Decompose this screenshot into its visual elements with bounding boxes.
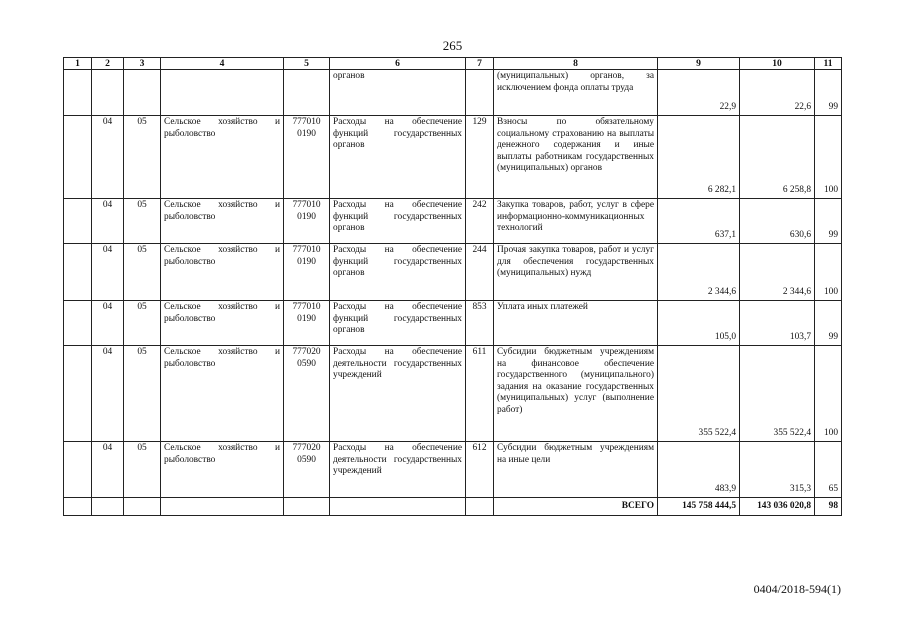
cell-section xyxy=(92,70,124,116)
cell-expense-type xyxy=(466,70,494,116)
cell xyxy=(466,498,494,516)
column-header: 11 xyxy=(815,58,842,70)
cell-subsection: 05 xyxy=(124,301,161,346)
cell-section: 04 xyxy=(92,116,124,199)
cell-section-name: Сельское хозяйство и рыболовство xyxy=(161,442,284,498)
cell-target-name: Расходы на обеспечение деятельности государственных учреждений xyxy=(330,442,466,498)
header-row xyxy=(64,58,842,70)
cell-actual: 315,3 xyxy=(740,442,815,498)
cell-section-name: Сельское хозяйство и рыболовство xyxy=(161,244,284,301)
cell-actual: 2 344,6 xyxy=(740,244,815,301)
cell xyxy=(161,498,284,516)
cell-section: 04 xyxy=(92,301,124,346)
table-row xyxy=(64,442,842,498)
cell-target-code: 777010 0190 xyxy=(284,116,330,199)
column-header: 3 xyxy=(124,58,161,70)
cell-expense-name: Субсидии бюджетным учреждениям на финансовое обеспечение государственного (муниципального) задания на оказание государственных (муниципальных) услуг (выполнение работ) xyxy=(494,346,658,442)
cell-expense-name: Субсидии бюджетным учреждениям на иные цели xyxy=(494,442,658,498)
cell-subsection: 05 xyxy=(124,442,161,498)
total-percent: 98 xyxy=(815,498,842,516)
cell-plan: 637,1 xyxy=(658,199,740,244)
cell-actual: 355 522,4 xyxy=(740,346,815,442)
cell-percent: 99 xyxy=(815,301,842,346)
table-row xyxy=(64,346,842,442)
cell-expense-name: Уплата иных платежей xyxy=(494,301,658,346)
cell-section: 04 xyxy=(92,244,124,301)
column-header: 10 xyxy=(740,58,815,70)
page-number: 265 xyxy=(442,38,463,53)
cell-target-name: Расходы на обеспечение функций государственных органов xyxy=(330,116,466,199)
cell-plan: 105,0 xyxy=(658,301,740,346)
cell-target-name: Расходы на обеспечение функций государственных органов xyxy=(330,301,466,346)
cell-plan: 22,9 xyxy=(658,70,740,116)
cell xyxy=(64,116,92,199)
cell-plan: 2 344,6 xyxy=(658,244,740,301)
cell-expense-type: 242 xyxy=(466,199,494,244)
cell-section: 04 xyxy=(92,199,124,244)
cell xyxy=(64,498,92,516)
cell-target-code: 777010 0190 xyxy=(284,199,330,244)
table-row xyxy=(64,116,842,199)
cell-target-name: Расходы на обеспечение деятельности государственных учреждений xyxy=(330,346,466,442)
table-row xyxy=(64,70,842,116)
cell-subsection: 05 xyxy=(124,346,161,442)
cell-actual: 6 258,8 xyxy=(740,116,815,199)
cell xyxy=(124,498,161,516)
cell-section-name: Сельское хозяйство и рыболовство xyxy=(161,199,284,244)
cell-expense-type: 612 xyxy=(466,442,494,498)
cell-section: 04 xyxy=(92,442,124,498)
total-actual: 143 036 020,8 xyxy=(740,498,815,516)
table-row xyxy=(64,301,842,346)
cell-expense-name: Взносы по обязательному социальному страхованию на выплаты денежного содержания и иные выплаты работникам государственных (муниципальных) органов xyxy=(494,116,658,199)
cell-expense-type: 853 xyxy=(466,301,494,346)
table-row xyxy=(64,244,842,301)
cell-expense-type: 244 xyxy=(466,244,494,301)
cell xyxy=(92,498,124,516)
cell xyxy=(330,498,466,516)
cell-subsection: 05 xyxy=(124,244,161,301)
total-plan: 145 758 444,5 xyxy=(658,498,740,516)
cell-expense-name: Прочая закупка товаров, работ и услуг для обеспечения государственных (муниципальных) нужд xyxy=(494,244,658,301)
cell-target-code: 777020 0590 xyxy=(284,442,330,498)
document-id: 0404/2018-594(1) xyxy=(753,582,841,596)
cell-expense-type: 129 xyxy=(466,116,494,199)
cell-actual: 630,6 xyxy=(740,199,815,244)
cell-actual: 103,7 xyxy=(740,301,815,346)
cell-target-name: Расходы на обеспечение функций государственных органов xyxy=(330,199,466,244)
column-header: 6 xyxy=(330,58,466,70)
cell-target-name: органов xyxy=(330,70,466,116)
cell-plan: 355 522,4 xyxy=(658,346,740,442)
total-row xyxy=(64,498,842,516)
column-header: 4 xyxy=(161,58,284,70)
cell xyxy=(64,199,92,244)
cell-expense-name: (муниципальных) органов, за исключением фонда оплаты труда xyxy=(494,70,658,116)
cell xyxy=(284,498,330,516)
column-header: 5 xyxy=(284,58,330,70)
cell xyxy=(64,346,92,442)
column-header: 9 xyxy=(658,58,740,70)
cell-section-name: Сельское хозяйство и рыболовство xyxy=(161,116,284,199)
cell-target-code: 777010 0190 xyxy=(284,301,330,346)
cell-percent: 100 xyxy=(815,346,842,442)
cell-plan: 6 282,1 xyxy=(658,116,740,199)
column-header: 7 xyxy=(466,58,494,70)
cell-target-code: 777010 0190 xyxy=(284,244,330,301)
cell-percent: 100 xyxy=(815,116,842,199)
cell xyxy=(64,442,92,498)
cell-subsection: 05 xyxy=(124,199,161,244)
cell-target-code: 777020 0590 xyxy=(284,346,330,442)
cell-section-name: Сельское хозяйство и рыболовство xyxy=(161,346,284,442)
cell-subsection: 05 xyxy=(124,116,161,199)
cell-section-name xyxy=(161,70,284,116)
cell-target-code xyxy=(284,70,330,116)
cell-expense-name: Закупка товаров, работ, услуг в сфере информационно-коммуникационных технологий xyxy=(494,199,658,244)
column-header: 1 xyxy=(64,58,92,70)
cell-percent: 65 xyxy=(815,442,842,498)
cell-target-name: Расходы на обеспечение функций государственных органов xyxy=(330,244,466,301)
column-header: 8 xyxy=(494,58,658,70)
cell xyxy=(64,301,92,346)
table-row xyxy=(64,199,842,244)
cell-percent: 99 xyxy=(815,199,842,244)
cell-section: 04 xyxy=(92,346,124,442)
cell-section-name: Сельское хозяйство и рыболовство xyxy=(161,301,284,346)
budget-table xyxy=(63,57,842,516)
cell xyxy=(64,244,92,301)
total-label: ВСЕГО xyxy=(494,498,658,516)
cell-percent: 99 xyxy=(815,70,842,116)
column-header: 2 xyxy=(92,58,124,70)
cell xyxy=(64,70,92,116)
cell-percent: 100 xyxy=(815,244,842,301)
cell-subsection xyxy=(124,70,161,116)
cell-expense-type: 611 xyxy=(466,346,494,442)
cell-plan: 483,9 xyxy=(658,442,740,498)
cell-actual: 22,6 xyxy=(740,70,815,116)
